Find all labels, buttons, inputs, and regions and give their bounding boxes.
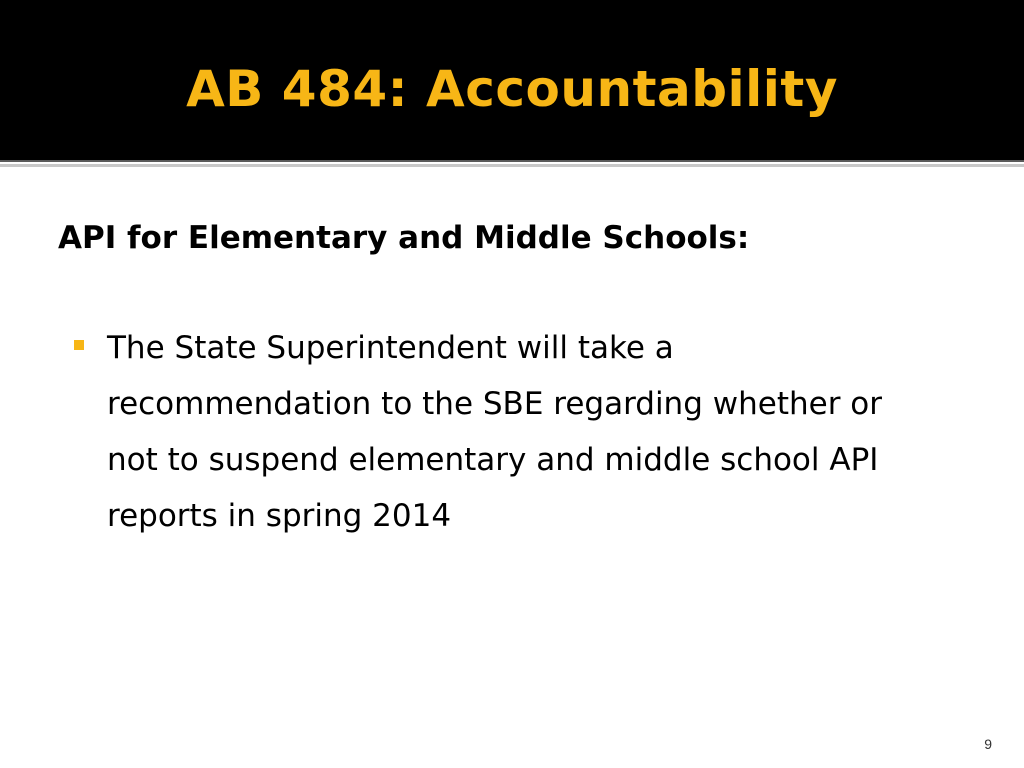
title-divider-dark [0,160,1024,162]
title-divider-light [0,164,1024,167]
title-band [0,0,1024,160]
square-bullet-icon [74,340,84,350]
page-number: 9 [984,736,992,752]
slide-subtitle: API for Elementary and Middle Schools: [58,220,750,256]
bullet-text: The State Superintendent will take a recommendation to the SBE regarding whether or not to suspend elementary and middle school API reports in spring 2014 [107,330,882,534]
slide-title: AB 484: Accountability [186,60,838,118]
